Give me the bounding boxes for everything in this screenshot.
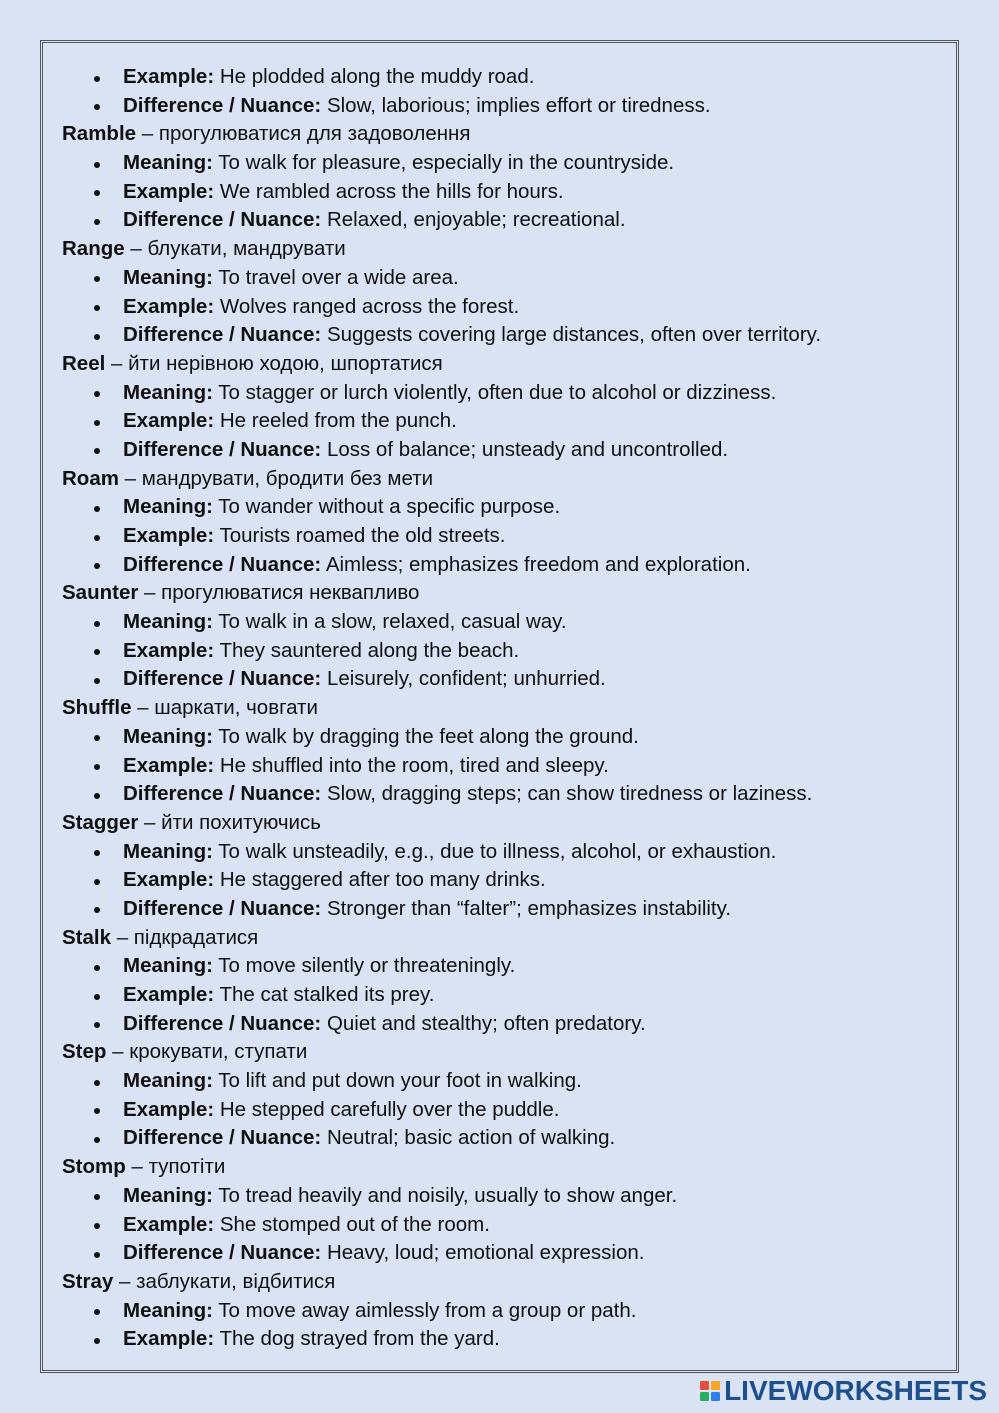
item-label: Example: [123, 1212, 215, 1236]
item-text: He plodded along the muddy road. [219, 65, 535, 88]
item-text: To tread heavily and noisily, usually to show anger. [218, 1183, 678, 1207]
entry-translation: – йти похитуючись [138, 810, 321, 834]
item-text: He shuffled into the room, tired and sleepy. [219, 753, 609, 777]
entry-translation: – шаркати, човгати [131, 696, 318, 720]
item-label: Difference / Nuance: [123, 1011, 322, 1035]
entry-word: Reel [62, 351, 106, 375]
bullet-icon [94, 535, 100, 541]
item-label: Difference / Nuance: [123, 1126, 322, 1150]
item-text: Leisurely, confident; unhurried. [326, 667, 606, 691]
bullet-icon [94, 850, 100, 856]
item-text: Loss of balance; unsteady and uncontrolled. [326, 437, 729, 461]
list-item [62, 149, 946, 178]
list-item [62, 1182, 946, 1211]
bullet-icon [94, 764, 100, 770]
bullet-icon [94, 162, 100, 168]
bullet-icon [94, 907, 100, 913]
bullet-icon [94, 276, 100, 282]
item-label: Difference / Nuance: [123, 782, 322, 806]
entry-translation: – прогулюватися для задоволення [136, 122, 471, 146]
item-label: Example: [123, 1097, 215, 1121]
item-text: To lift and put down your foot in walking. [218, 1069, 582, 1093]
bullet-icon [94, 420, 100, 426]
entry-word: Step [62, 1040, 107, 1064]
item-label: Meaning: [123, 724, 213, 748]
bullet-icon [94, 104, 100, 110]
bullet-icon [94, 334, 100, 340]
item-text: He stepped carefully over the puddle. [219, 1097, 560, 1121]
entry-heading [62, 1153, 946, 1182]
item-label: Meaning: [123, 1183, 213, 1207]
entry-heading [62, 120, 946, 149]
entry-heading [62, 1038, 946, 1067]
bullet-icon [94, 965, 100, 971]
list-item [62, 637, 946, 666]
bullet-icon [94, 506, 100, 512]
list-item [62, 665, 946, 694]
item-label: Example: [123, 524, 215, 547]
item-label: Example: [123, 179, 215, 203]
item-text: To travel over a wide area. [218, 265, 459, 289]
entry-word: Stalk [62, 925, 111, 949]
bullet-icon [94, 735, 100, 741]
list-item [62, 407, 946, 436]
entry-word: Stray [62, 1269, 114, 1293]
item-label: Difference / Nuance: [123, 896, 322, 920]
item-text: Slow, laborious; implies effort or tiredness. [326, 93, 711, 117]
bullet-icon [94, 994, 100, 1000]
item-label: Meaning: [123, 954, 213, 978]
item-text: She stomped out of the room. [219, 1212, 490, 1236]
bullet-icon [94, 1022, 100, 1028]
list-item [62, 1096, 946, 1125]
item-text: Slow, dragging steps; can show tiredness or laziness. [326, 782, 813, 806]
entry-word: Ramble [62, 122, 137, 146]
list-item [62, 780, 946, 809]
entry-word: Roam [62, 466, 119, 490]
list-item [62, 838, 946, 867]
item-label: Example: [123, 638, 215, 662]
item-text: The dog strayed from the yard. [219, 1327, 500, 1351]
item-label: Difference / Nuance: [123, 93, 322, 117]
entry-heading [62, 350, 946, 379]
bullet-icon [94, 219, 100, 225]
item-text: Wolves ranged across the forest. [219, 294, 520, 318]
item-label: Meaning: [123, 839, 213, 863]
entry-translation: – мандрувати, бродити без мети [118, 466, 434, 490]
item-label: Meaning: [123, 380, 213, 404]
list-item [62, 981, 946, 1010]
list-item [62, 608, 946, 637]
bullet-icon [94, 793, 100, 799]
item-label: Meaning: [123, 1298, 213, 1322]
list-item [62, 895, 946, 924]
item-text: They sauntered along the beach. [219, 638, 520, 662]
bullet-icon [94, 1309, 100, 1315]
bullet-icon [94, 448, 100, 454]
entry-word: Saunter [62, 581, 139, 605]
entry-translation: – блукати, мандрувати [124, 237, 346, 261]
list-item [62, 752, 946, 781]
item-text: Relaxed, enjoyable; recreational. [326, 208, 626, 232]
list-item [62, 551, 946, 580]
list-item [62, 1010, 946, 1039]
entry-heading [62, 694, 946, 723]
item-label: Meaning: [123, 495, 213, 519]
item-label: Meaning: [123, 265, 213, 289]
list-item [62, 436, 946, 465]
bullet-icon [94, 1223, 100, 1229]
item-label: Difference / Nuance: [123, 1241, 322, 1265]
item-label: Difference / Nuance: [123, 208, 322, 232]
bullet-icon [94, 678, 100, 684]
bullet-icon [94, 1252, 100, 1258]
list-item [62, 866, 946, 895]
list-item [62, 723, 946, 752]
list-item [62, 321, 946, 350]
entry-translation: – крокувати, ступати [106, 1040, 308, 1064]
list-item [62, 63, 946, 92]
bullet-icon [94, 563, 100, 569]
list-item [62, 1067, 946, 1096]
item-text: Aimless; emphasizes freedom and exploration. [325, 552, 751, 576]
liveworksheets-logo-icon [700, 1381, 720, 1401]
list-item [62, 952, 946, 981]
entry-translation: – заблукати, відбитися [113, 1269, 336, 1293]
item-text: Tourists roamed the old streets. [219, 524, 506, 547]
list-item [62, 92, 946, 121]
entry-heading [62, 809, 946, 838]
item-text: To move away aimlessly from a group or path. [218, 1298, 637, 1322]
list-item [62, 1297, 946, 1326]
entry-word: Stagger [62, 810, 139, 834]
item-label: Meaning: [123, 1069, 213, 1093]
list-item [62, 178, 946, 207]
bullet-icon [94, 305, 100, 311]
entry-word: Range [62, 237, 125, 261]
list-item [62, 1239, 946, 1268]
bullet-icon [94, 1338, 100, 1344]
list-item [62, 522, 946, 551]
entry-heading [62, 465, 946, 494]
entry-translation: – підкрадатися [111, 925, 259, 949]
bullet-icon [94, 1108, 100, 1114]
item-label: Meaning: [123, 610, 213, 634]
worksheet-frame [40, 40, 959, 1373]
entry-heading [62, 579, 946, 608]
item-label: Example: [123, 294, 215, 318]
bullet-icon [94, 649, 100, 655]
list-item [62, 1124, 946, 1153]
item-text: He reeled from the punch. [219, 409, 457, 433]
vocabulary-list [62, 63, 946, 1354]
item-label: Example: [123, 409, 215, 433]
item-label: Difference / Nuance: [123, 323, 322, 347]
list-item [62, 493, 946, 522]
entry-word: Stomp [62, 1155, 126, 1179]
list-item [62, 264, 946, 293]
item-text: To wander without a specific purpose. [218, 495, 561, 519]
logo-text: LIVEWORKSHEETS [724, 1375, 987, 1406]
item-text: Quiet and stealthy; often predatory. [326, 1011, 646, 1035]
item-label: Example: [123, 983, 215, 1006]
item-label: Example: [123, 1327, 215, 1351]
item-text: To walk by dragging the feet along the ground. [218, 724, 639, 748]
entry-heading [62, 1268, 946, 1297]
item-text: Heavy, loud; emotional expression. [326, 1241, 645, 1265]
item-text: To walk unsteadily, e.g., due to illness, alcohol, or exhaustion. [218, 839, 777, 863]
bullet-icon [94, 879, 100, 885]
bullet-icon [94, 1137, 100, 1143]
list-item [62, 1325, 946, 1354]
item-text: Suggests covering large distances, often over territory. [326, 323, 822, 347]
bullet-icon [94, 621, 100, 627]
list-item [62, 293, 946, 322]
item-label: Example: [123, 753, 215, 777]
bullet-icon [94, 1080, 100, 1086]
item-text: To walk for pleasure, especially in the countryside. [218, 151, 675, 175]
entry-heading [62, 924, 946, 953]
item-label: Example: [123, 65, 215, 88]
item-text: To stagger or lurch violently, often due to alcohol or dizziness. [218, 380, 777, 404]
item-text: We rambled across the hills for hours. [219, 179, 564, 203]
item-text: To move silently or threateningly. [218, 954, 516, 978]
item-label: Difference / Nuance: [123, 437, 322, 461]
liveworksheets-logo [700, 1376, 987, 1406]
bullet-icon [94, 76, 100, 82]
list-item [62, 206, 946, 235]
item-label: Difference / Nuance: [123, 667, 322, 691]
entry-translation: – тупотіти [125, 1155, 226, 1179]
item-label: Meaning: [123, 151, 213, 175]
entry-word: Shuffle [62, 696, 132, 720]
bullet-icon [94, 190, 100, 196]
item-text: To walk in a slow, relaxed, casual way. [218, 610, 567, 634]
list-item [62, 379, 946, 408]
entry-translation: – прогулюватися неквапливо [138, 581, 420, 605]
bullet-icon [94, 1194, 100, 1200]
list-item [62, 1211, 946, 1240]
item-label: Example: [123, 868, 215, 892]
entry-translation: – йти нерівною ходою, шпортатися [105, 351, 443, 375]
item-text: Neutral; basic action of walking. [326, 1126, 616, 1150]
item-label: Difference / Nuance: [123, 552, 322, 576]
item-text: Stronger than “falter”; emphasizes instability. [326, 896, 732, 920]
entry-heading [62, 235, 946, 264]
bullet-icon [94, 391, 100, 397]
item-text: He staggered after too many drinks. [219, 868, 546, 892]
item-text: The cat stalked its prey. [219, 983, 435, 1006]
